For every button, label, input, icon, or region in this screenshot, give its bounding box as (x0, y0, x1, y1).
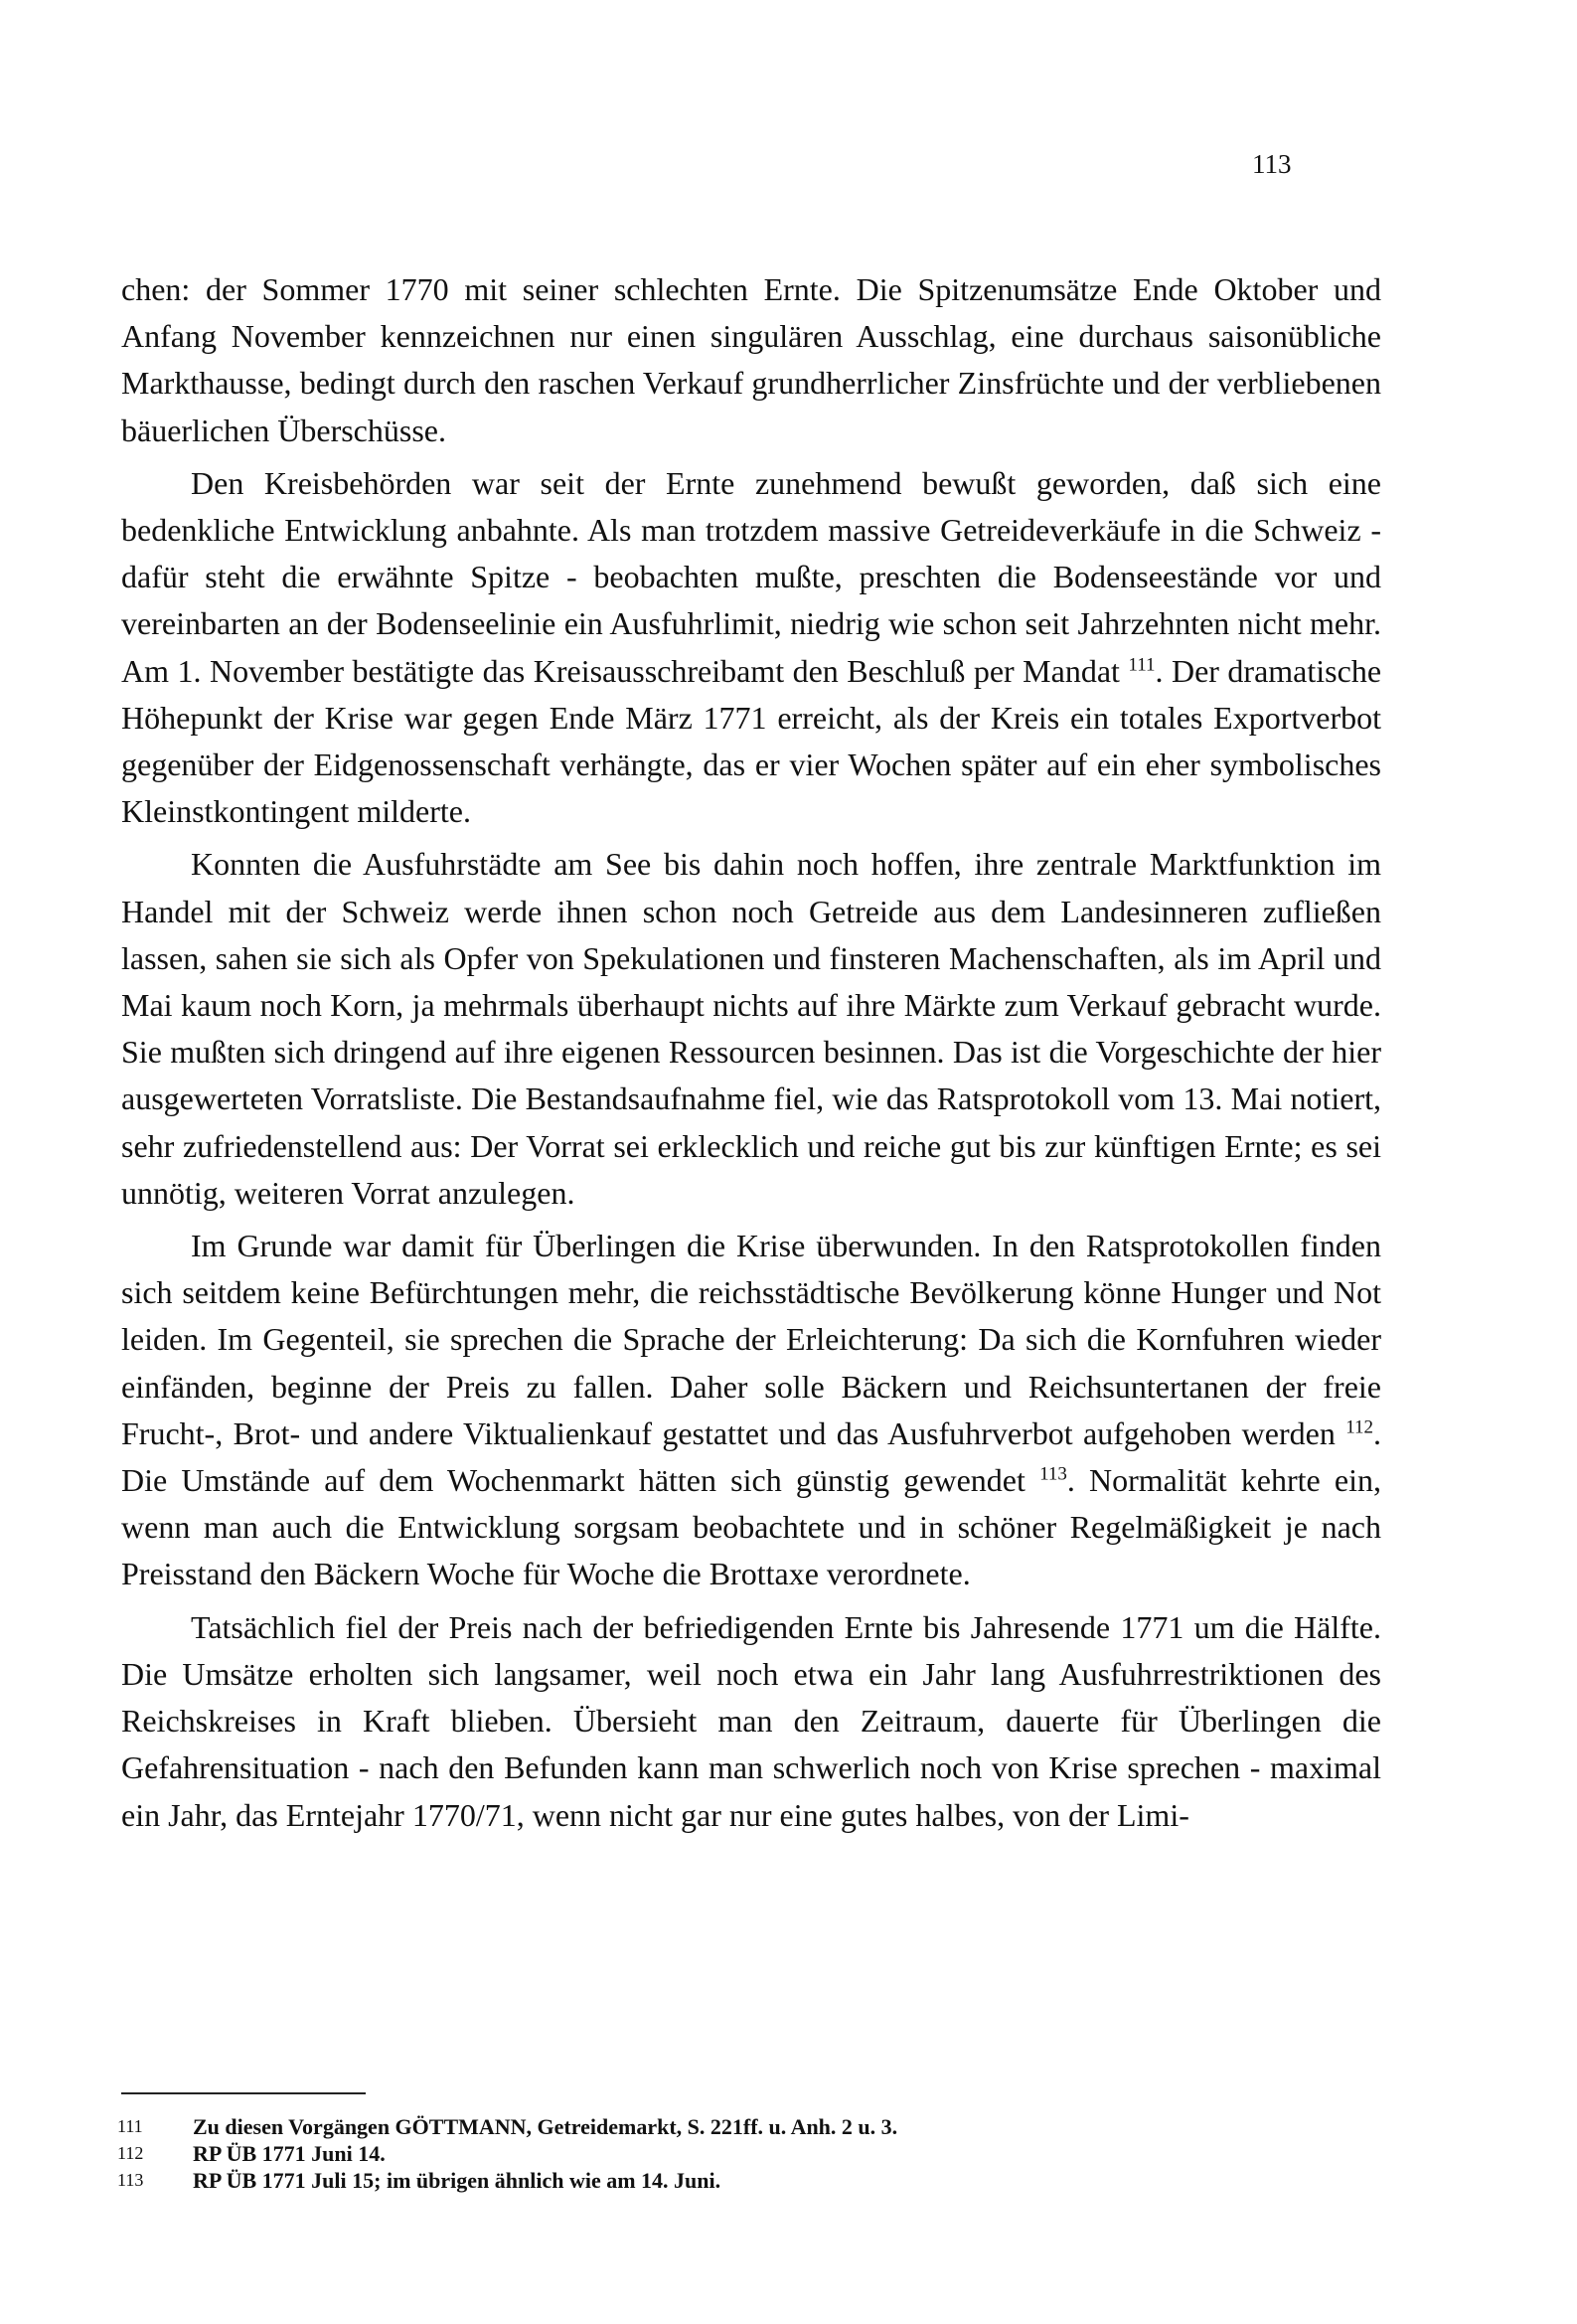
paragraph-4 (121, 1223, 1381, 1598)
footnote-111 (117, 2113, 1012, 2140)
footnote-number: 111 (117, 2116, 143, 2136)
footnote-text: RP ÜB 1771 Juni 14. (193, 2141, 386, 2166)
paragraph-5: Tatsächlich fiel der Preis nach der befriedigenden Ernte bis Jahresende 1771 um die Hälfte. Die Umsätze erholten sich langsamer, weil noch etwa ein Jahr lang Ausfuhrrestriktionen des Reichskreises in Kraft blieben. Übersieht man den Zeitraum, dauerte für Überlingen die Gefahrensituation - nach den Befunden kann man schwerlich noch von Krise sprechen - maximal ein Jahr, das Erntejahr 1770/71, wenn nicht gar nur eine gutes halbes, von der Limi- (121, 1608, 1381, 1833)
paragraph-4-part-c: . Normalität kehrte ein, wenn man auch die Entwicklung sorgsam beobachtete und in schöner Regelmäßigkeit je nach Preisstand den Bäckern Woche für Woche die Brottaxe verordnete. (121, 1462, 1382, 1592)
footnotes (117, 2113, 1012, 2194)
footnote-112 (117, 2140, 1012, 2167)
footnote-113 (117, 2167, 1012, 2194)
footnote-text: RP ÜB 1771 Juli 15; im übrigen ähnlich wie am 14. Juni. (193, 2168, 721, 2193)
paragraph-2 (121, 460, 1381, 836)
paragraph-3: Konnten die Ausfuhrstädte am See bis dahin noch hoffen, ihre zentrale Marktfunktion im Handel mit der Schweiz werde ihnen schon noch Getreide aus dem Landesinneren zufließen lassen, sahen sie sich als Opfer von Spekulationen und finsteren Machenschaften, als im April und Mai kaum noch Korn, ja mehrmals überhaupt nichts auf ihre Märkte zum Verkauf gebracht wurde. Sie mußten sich dringend auf ihre eigenen Ressourcen besinnen. Das ist die Vorgeschichte der hier ausgewerteten Vorratsliste. Die Bestandsaufnahme fiel, wie das Ratsprotokoll vom 13. Mai notiert, sehr zufriedenstellend aus: Der Vorrat sei erklecklich und reiche gut bis zur künftigen Ernte; es sei unnötig, weiteren Vorrat anzulegen. (121, 846, 1381, 1211)
paragraph-2-part-b: . Der dramatische Höhepunkt der Krise war gegen Ende März 1771 erreicht, als der Kreis ein totales Exportverbot gegenüber der Eidgenossenschaft verhängte, das er vier Wochen später auf ein eher symbolisches Kleinstkontingent milderte. (121, 652, 1382, 830)
paragraph-1: chen: der Sommer 1770 mit seiner schlechten Ernte. Die Spitzenumsätze Ende Oktober und Anfang November kennzeichnen nur einen singulären Ausschlag, eine durchaus saisonübliche Markthausse, bedingt durch den raschen Verkauf grundherrlicher Zinsfrüchte und der verbliebenen bäuerlichen Überschüsse. (121, 271, 1381, 448)
footnote-ref-113[interactable]: 113 (1039, 1463, 1067, 1485)
paragraph-4-part-a: Im Grunde war damit für Überlingen die Krise überwunden. In den Ratsprotokollen finden sich seitdem keine Befürchtungen mehr, die reichsstädtische Bevölkerung könne Hunger und Not leiden. Im Gegenteil, sie sprechen die Sprache der Erleichterung: Da sich die Kornfuhren wieder einfänden, beginne der Preis zu fallen. Daher solle Bäckern und Reichsuntertanen der freie Frucht-, Brot- und andere Viktualienkauf gestattet und das Ausfuhrverbot aufgehoben werden (121, 1228, 1381, 1451)
paragraph-2-part-a: Den Kreisbehörden war seit der Ernte zunehmend bewußt geworden, daß sich eine bedenkliche Entwicklung anbahnte. Als man trotzdem massive Getreideverkäufe in die Schweiz - dafür steht die erwähnte Spitze - beobachten mußte, preschten die Bodenseestände vor und vereinbarten an der Bodenseelinie ein Ausfuhrlimit, niedrig wie schon seit Jahrzehnten nicht mehr. Am 1. November bestätigte das Kreisausschreibamt den Beschluß per Mandat (121, 464, 1381, 689)
footnote-number: 112 (117, 2143, 144, 2163)
footnote-number: 113 (117, 2170, 144, 2190)
footnote-divider (121, 2092, 366, 2094)
footnote-ref-111[interactable]: 111 (1128, 653, 1156, 675)
body-text (121, 266, 1381, 1845)
footnote-text: Zu diesen Vorgängen GÖTTMANN, Getreidemarkt, S. 221ff. u. Anh. 2 u. 3. (193, 2114, 898, 2139)
footnote-ref-112[interactable]: 112 (1345, 1416, 1374, 1438)
paragraph-4-part-b: . Die Umstände auf dem Wochenmarkt hätten sich günstig gewendet (121, 1414, 1382, 1499)
page-number: 113 (1252, 149, 1292, 179)
